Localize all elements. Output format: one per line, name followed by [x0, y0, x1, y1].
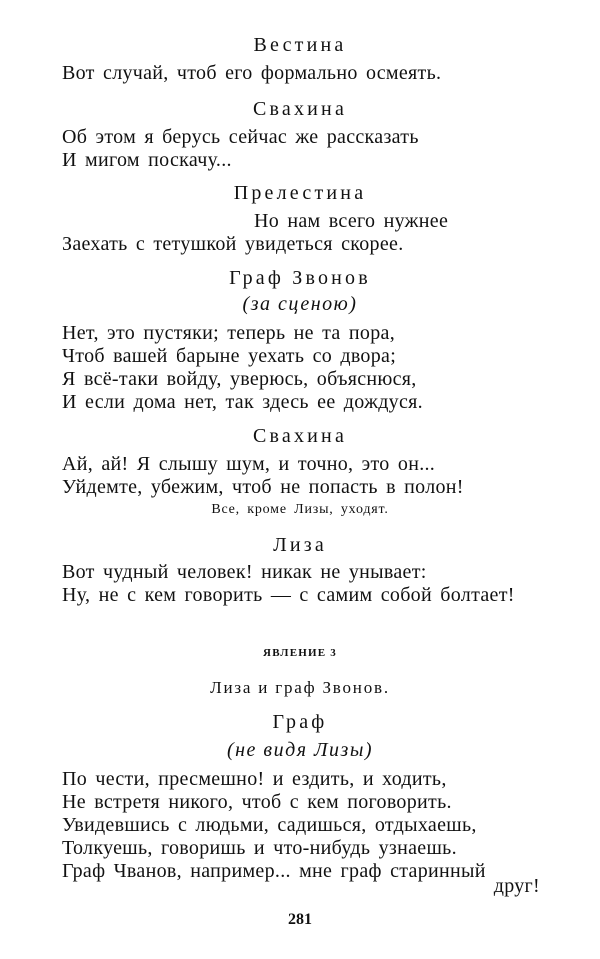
verse-line: Об этом я берусь сейчас же рассказать	[62, 126, 419, 148]
stage-direction-exit: Все, кроме Лизы, уходят.	[211, 502, 389, 517]
verse-line-continuation: друг!	[493, 875, 540, 897]
verse-line: Уйдемте, убежим, чтоб не попасть в полон!	[62, 476, 464, 498]
speaker-name: Прелестина	[233, 182, 367, 204]
speaker-name: Граф	[272, 711, 328, 733]
verse-line: Граф Чванов, например... мне граф старинный	[62, 860, 486, 882]
verse-line: Заехать с тетушкой увидеться скорее.	[62, 233, 404, 255]
verse-line: И мигом поскачу...	[62, 149, 232, 171]
verse-line: Не встретя никого, чтоб с кем поговорить.	[62, 791, 452, 813]
speaker-name: Свахина	[252, 98, 348, 120]
verse-line: Увидевшись с людьми, садишься, отдыхаешь,	[62, 814, 477, 836]
scene-cast: Лиза и граф Звонов.	[210, 678, 390, 697]
speaker-name: Лиза	[273, 534, 327, 556]
speaker-name: Свахина	[252, 425, 348, 447]
speaker-name: Граф Звонов	[229, 267, 371, 289]
verse-line: Чтоб вашей барыне уехать со двора;	[62, 345, 397, 367]
verse-line: Вот случай, чтоб его формально осмеять.	[62, 62, 442, 84]
verse-line: Я всё-таки войду, уверюсь, объяснюся,	[62, 368, 417, 390]
verse-line: По чести, пресмешно! и ездить, и ходить,	[62, 768, 447, 790]
scene-heading: ЯВЛЕНИЕ 3	[263, 647, 337, 659]
verse-line: Ну, не с кем говорить — с самим собой болтает!	[62, 584, 515, 606]
page-number: 281	[288, 911, 312, 928]
verse-line: Вот чудный человек! никак не унывает:	[62, 561, 427, 583]
verse-line: Толкуешь, говоришь и что-нибудь узнаешь.	[62, 837, 457, 859]
verse-line: Но нам всего нужнее	[254, 210, 449, 232]
speaker-name: Вестина	[253, 34, 347, 56]
verse-line: Нет, это пустяки; теперь не та пора,	[62, 322, 395, 344]
stage-direction: (не видя Лизы)	[226, 739, 374, 761]
stage-direction: (за сценою)	[242, 293, 358, 315]
verse-line: И если дома нет, так здесь ее дождуся.	[62, 391, 423, 413]
verse-line: Ай, ай! Я слышу шум, и точно, это он...	[62, 453, 436, 475]
